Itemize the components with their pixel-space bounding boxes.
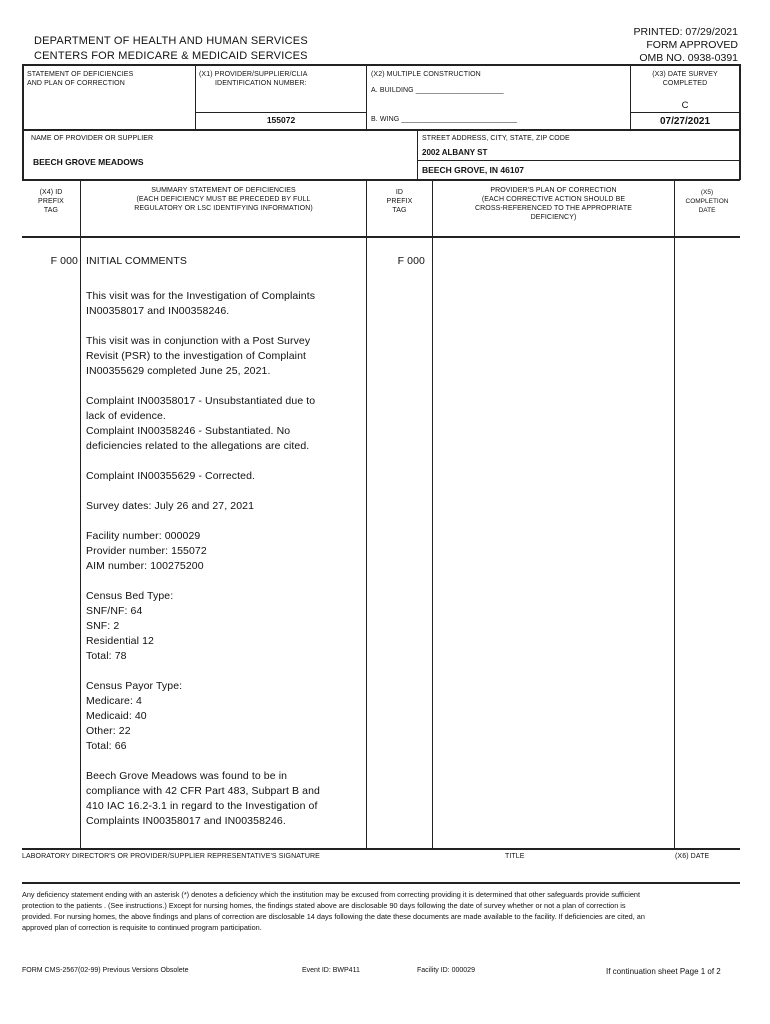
event-id: Event ID: BWP411 [302,967,360,974]
x2-building: A. BUILDING ______________________ [371,87,504,94]
rule-col-1 [80,180,81,849]
survey-completed-date: 07/27/2021 [659,116,711,127]
x3-label-2: COMPLETED [662,80,708,87]
facility-id: Facility ID: 000029 [417,967,475,974]
form-status-header [634,26,738,65]
rule-x2 [366,64,367,129]
x5-header-1: (X5) [700,189,714,196]
paragraph-corrected: Complaint IN00355629 - Corrected. [86,470,256,482]
address-line-2: BEECH GROVE, IN 46107 [422,165,525,175]
x4-id-header [22,188,80,215]
form-approved: FORM APPROVED [646,39,738,51]
form-number: FORM CMS-2567(02-99) Previous Versions Obsolete [22,967,189,974]
x5-header-2: COMPLETION [685,198,729,205]
tag-prefix-right: F 000 [397,255,425,267]
plan-of-correction-header [433,186,674,222]
rule-address-sub [417,160,739,161]
entry-title: INITIAL COMMENTS [86,255,187,267]
rule-top [22,64,740,66]
plan-header-4: DEFICIENCY) [530,214,577,221]
rule-row2 [22,129,740,131]
paragraph-investigation: This visit was for the Investigation of Complaints IN00358017 and IN00358246. [86,290,316,317]
summary-header-3: REGULATORY OR LSC IDENTIFYING INFORMATION) [134,205,313,212]
agency-header [34,34,308,64]
plan-header-3: CROSS-REFERENCED TO THE APPROPRIATE [474,205,632,212]
omb-number: OMB NO. 0938-0391 [639,52,738,64]
id-header-2: PREFIX [386,198,413,205]
summary-header [81,186,366,213]
paragraph-compliance: Beech Grove Meadows was found to be in compliance with 42 CFR Part 483, Subpart B and 410 IAC 16.2-3.1 in regard to the Investigation of Complaints IN00358017 and IN00358246. [86,770,320,827]
statement-label [27,70,133,88]
statement-label-1: STATEMENT OF DEFICIENCIES [27,71,134,78]
paragraph-facility-numbers: Facility number: 000029 Provider number: 155072 AIM number: 100275200 [86,530,207,572]
rule-left-box [22,64,24,180]
paragraph-census-payor: Census Payor Type: Medicare: 4 Medicaid: 40 Other: 22 Total: 66 [86,680,183,752]
address-label: STREET ADDRESS, CITY, STATE, ZIP CODE [422,135,570,142]
rule-right-box [739,64,741,180]
rule-signature-bottom [22,882,740,884]
rule-col-3 [432,180,433,849]
provider-name: BEECH GROVE MEADOWS [33,157,144,167]
plan-header-1: PROVIDER'S PLAN OF CORRECTION [490,187,617,194]
x4-header-1: (X4) ID [39,189,63,196]
id-header-1: ID [395,189,404,196]
x2-label: (X2) MULTIPLE CONSTRUCTION [371,71,481,78]
disclaimer-text: Any deficiency statement ending with an asterisk (*) denotes a deficiency which the institution may be excused from correcting providing it is determined that other safeguards provide sufficient protection to the patients . (See instructions.) Except for nursing homes, the findings stated above are disclosable 90 days following the date of survey whether or not a plan of correction is provided. For nursing homes, the above findings and plans of correction are disclosable 14 days following the date these documents are made available to the facility. If deficiencies are cited, an approved plan of correction is requisite to continued program participation. [22,890,645,932]
completion-date-header [675,188,739,215]
rule-row3 [22,179,740,181]
x5-header-3: DATE [698,207,716,214]
x3-label [631,70,739,88]
continuation-page: If continuation sheet Page 1 of 2 [606,967,721,976]
agency-line-1: DEPARTMENT OF HEALTH AND HUMAN SERVICES [34,35,308,47]
address-line-1: 2002 ALBANY ST [422,148,488,157]
x2-wing: B. WING _____________________________ [371,116,518,123]
agency-line-2: CENTERS FOR MEDICARE & MEDICAID SERVICES [34,50,308,62]
x3-label-1: (X3) DATE SURVEY [652,71,718,78]
x1-label [199,70,364,88]
printed-date: PRINTED: 07/29/2021 [633,26,738,38]
title-label: TITLE [505,853,525,860]
signature-label: LABORATORY DIRECTOR'S OR PROVIDER/SUPPLIER REPRESENTATIVE'S SIGNATURE [22,853,320,860]
rule-col-head [22,236,740,238]
paragraph-psr: This visit was in conjunction with a Post Survey Revisit (PSR) to the investigation of Complaint IN00355629 completed June 25, 2021. [86,335,311,377]
id-header-3: TAG [392,207,407,214]
plan-header-2: (EACH CORRECTIVE ACTION SHOULD BE [481,196,626,203]
summary-header-2: (EACH DEFICIENCY MUST BE PRECEDED BY FULL [136,196,311,203]
paragraph-complaints: Complaint IN00358017 - Unsubstantiated due to lack of evidence. Complaint IN00358246 - Substantiated. No deficiencies related to the allegations are cited. [86,395,316,452]
summary-header-1: SUMMARY STATEMENT OF DEFICIENCIES [151,187,296,194]
rule-x3-sub [630,112,739,113]
id-prefix-header [367,188,432,215]
survey-code: C [681,100,689,111]
x1-label-1: (X1) PROVIDER/SUPPLIER/CLIA [199,71,308,78]
provider-name-label: NAME OF PROVIDER OR SUPPLIER [31,135,154,142]
rule-col-2 [366,180,367,849]
x4-header-2: PREFIX [38,198,64,205]
tag-prefix-left: F 000 [50,255,78,267]
x1-label-2: IDENTIFICATION NUMBER: [215,80,307,87]
statement-label-2: AND PLAN OF CORRECTION [27,80,125,87]
rule-x1-sub [195,112,366,113]
rule-col-4 [674,180,675,849]
entry-body [86,289,362,844]
x4-header-3: TAG [43,207,59,214]
provider-number: 155072 [266,115,296,125]
rule-signature [22,848,740,850]
paragraph-survey-dates: Survey dates: July 26 and 27, 2021 [86,500,255,512]
rule-address [417,129,418,180]
paragraph-census-bed: Census Bed Type: SNF/NF: 64 SNF: 2 Residential 12 Total: 78 [86,590,174,662]
x6-date-label: (X6) DATE [675,853,710,860]
